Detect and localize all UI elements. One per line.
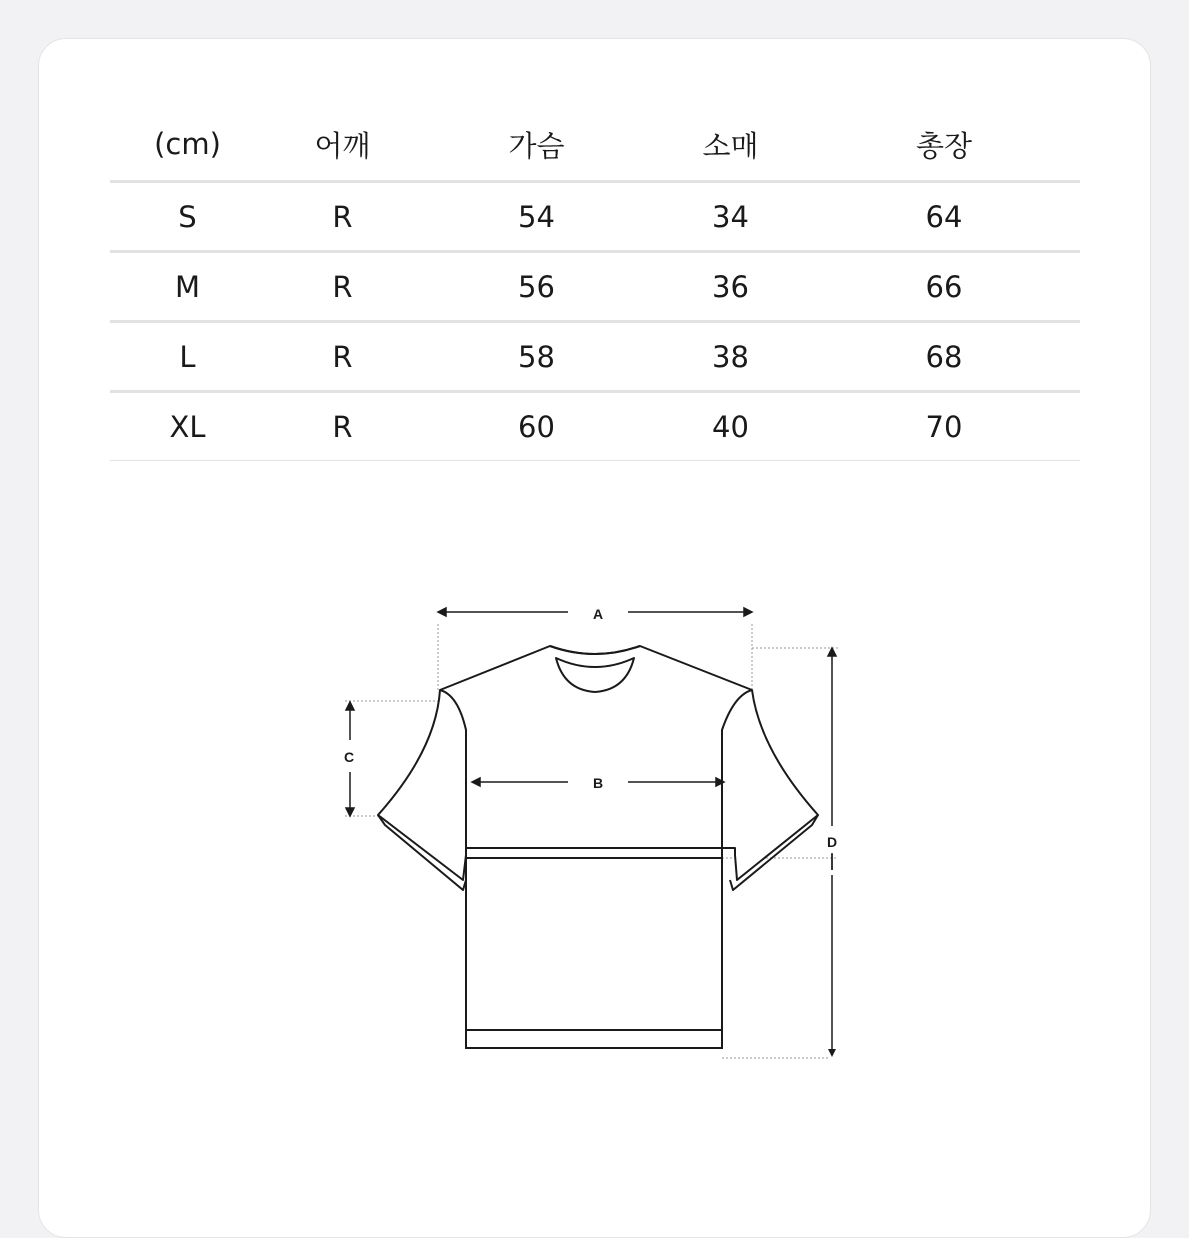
chest-cell: 60 — [420, 392, 653, 461]
label-b: B — [592, 775, 604, 791]
shoulder-cell: R — [265, 392, 420, 461]
table-header-row — [110, 108, 1080, 182]
header-chest: 가슴 — [420, 108, 653, 182]
table-row — [110, 252, 1080, 322]
label-d: D — [826, 834, 838, 850]
size-table — [110, 108, 1080, 461]
sleeve-cell: 36 — [653, 252, 808, 322]
size-cell: XL — [110, 392, 265, 461]
shoulder-cell: R — [265, 182, 420, 252]
header-length: 총장 — [808, 108, 1080, 182]
table-row — [110, 182, 1080, 252]
sleeve-cell: 38 — [653, 322, 808, 392]
label-c: C — [343, 749, 355, 765]
shoulder-cell: R — [265, 322, 420, 392]
sleeve-cell: 34 — [653, 182, 808, 252]
chest-cell: 54 — [420, 182, 653, 252]
label-a: A — [592, 606, 604, 622]
header-unit: (cm) — [110, 108, 265, 182]
tshirt-measurement-diagram — [330, 595, 860, 870]
length-cell: 68 — [808, 322, 1080, 392]
sleeve-cell: 40 — [653, 392, 808, 461]
table-row — [110, 392, 1080, 461]
chest-cell: 56 — [420, 252, 653, 322]
table-row — [110, 322, 1080, 392]
shoulder-cell: R — [265, 252, 420, 322]
d-arrow-lower — [822, 845, 842, 1065]
length-cell: 70 — [808, 392, 1080, 461]
length-cell: 66 — [808, 252, 1080, 322]
page-gutter — [1159, 0, 1189, 1200]
length-cell: 64 — [808, 182, 1080, 252]
tshirt-body-lower — [455, 840, 755, 1060]
header-sleeve: 소매 — [653, 108, 808, 182]
size-cell: S — [110, 182, 265, 252]
size-cell: L — [110, 322, 265, 392]
header-shoulder: 어깨 — [265, 108, 420, 182]
chest-cell: 58 — [420, 322, 653, 392]
size-cell: M — [110, 252, 265, 322]
